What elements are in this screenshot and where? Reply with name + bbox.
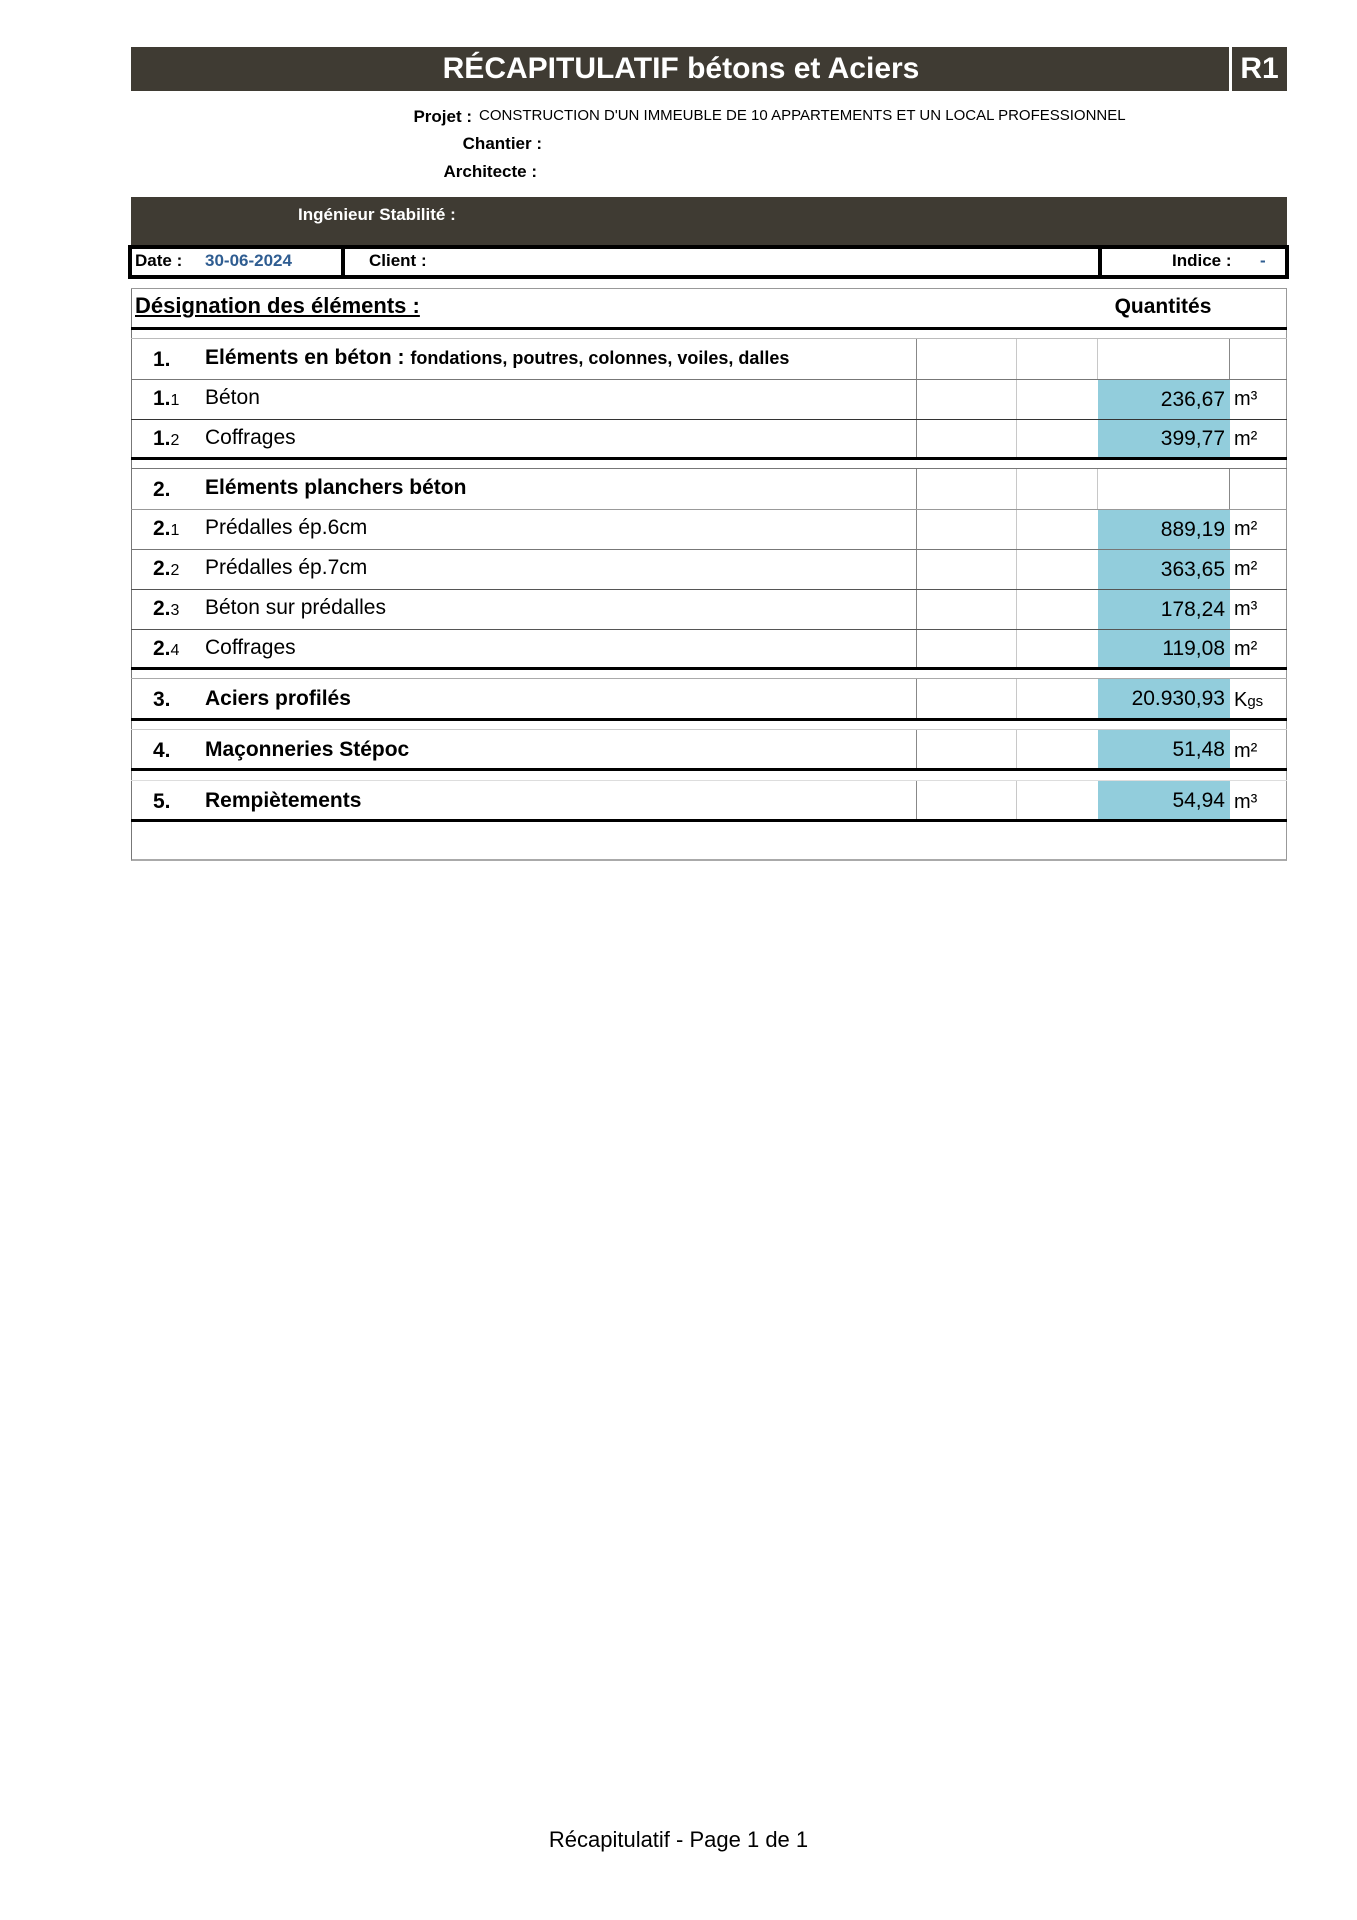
- revision-badge: R1: [1240, 52, 1279, 85]
- divider: [131, 327, 1287, 330]
- quantity-cell: 20.930,93: [1098, 679, 1230, 719]
- section-number: 2.: [153, 478, 171, 501]
- divider: [131, 338, 1287, 339]
- unit-label: m³: [1234, 598, 1258, 620]
- project-value: CONSTRUCTION D'UN IMMEUBLE DE 10 APPARTEMENTS ET UN LOCAL PROFESSIONNEL: [479, 107, 1126, 124]
- unit-label: m³: [1234, 791, 1258, 813]
- item-label: Coffrages: [205, 636, 296, 659]
- item-number: 2.1: [153, 517, 180, 540]
- quantity-header: Quantités: [1114, 295, 1212, 318]
- quantity-cell: 119,08: [1098, 630, 1230, 668]
- divider: [131, 667, 1287, 670]
- divider: [131, 819, 1287, 822]
- section-title: [205, 346, 789, 370]
- engineer-label: Ingénieur Stabilité :: [298, 205, 456, 224]
- unit-label: m²: [1234, 558, 1258, 580]
- unit-label: m²: [1234, 518, 1258, 540]
- unit-label: Kgs: [1234, 689, 1264, 711]
- unit-label: m³: [1234, 388, 1258, 410]
- column-line: [1097, 339, 1098, 379]
- project-label: Projet :: [413, 107, 472, 126]
- unit-label: m²: [1234, 638, 1258, 660]
- section-title-main: Eléments en béton :: [205, 346, 405, 369]
- index-label: Indice :: [1172, 251, 1232, 270]
- engineer-band: [131, 197, 1287, 246]
- item-number: 2.4: [153, 637, 180, 660]
- section-title: Maçonneries Stépoc: [205, 738, 410, 761]
- unit-label: m²: [1234, 428, 1258, 450]
- section-title: Eléments planchers béton: [205, 476, 467, 499]
- column-line: [916, 730, 917, 770]
- divider: [131, 718, 1287, 721]
- item-number: 1.2: [153, 427, 180, 450]
- title-bar: [131, 47, 1353, 91]
- column-line: [916, 781, 917, 821]
- column-line: [1097, 469, 1098, 509]
- column-line: [916, 469, 917, 669]
- page-footer: Récapitulatif - Page 1 de 1: [548, 1827, 809, 1852]
- section-number: 5.: [153, 790, 171, 813]
- column-line: [1016, 339, 1017, 458]
- item-number: 2.2: [153, 557, 180, 580]
- quantity-cell: 51,48: [1098, 730, 1230, 769]
- quantity-cell: 399,77: [1098, 420, 1230, 458]
- item-label: Béton: [205, 386, 260, 409]
- section-title: Aciers profilés: [205, 687, 351, 710]
- designation-header: Désignation des éléments :: [135, 293, 420, 318]
- site-label: Chantier :: [462, 134, 542, 153]
- item-label: Béton sur prédalles: [205, 596, 386, 619]
- column-line: [1016, 469, 1017, 669]
- column-line: [1016, 679, 1017, 720]
- index-divider: [1098, 249, 1102, 275]
- column-line: [1016, 781, 1017, 821]
- section-number: 3.: [153, 688, 171, 711]
- date-label: Date :: [135, 251, 183, 270]
- quantity-cell: 178,24: [1098, 590, 1230, 629]
- quantity-cell: 236,67: [1098, 380, 1230, 419]
- column-line: [1016, 730, 1017, 770]
- column-line: [916, 339, 917, 458]
- divider: [131, 288, 1287, 289]
- unit-label: m²: [1234, 740, 1258, 762]
- divider: [131, 457, 1287, 460]
- divider: [131, 468, 1287, 469]
- date-value: 30-06-2024: [205, 251, 292, 270]
- document-number: 24.: [1311, 52, 1353, 85]
- quantity-cell: 363,65: [1098, 550, 1230, 589]
- section-number: 4.: [153, 739, 171, 762]
- item-number: 2.3: [153, 597, 180, 620]
- date-divider: [341, 249, 345, 275]
- quantity-cell: 889,19: [1098, 510, 1230, 549]
- item-label: Prédalles ép.6cm: [205, 516, 368, 539]
- index-value: -: [1260, 251, 1266, 270]
- item-label: Prédalles ép.7cm: [205, 556, 368, 579]
- page-title: RÉCAPITULATIF bétons et Aciers: [442, 52, 920, 85]
- meta-row: [128, 245, 1289, 279]
- section-number: 1.: [153, 348, 171, 371]
- item-number: 1.1: [153, 387, 180, 410]
- item-label: Coffrages: [205, 426, 296, 449]
- quantity-cell: 54,94: [1098, 781, 1230, 820]
- client-label: Client :: [369, 251, 427, 270]
- section-subtitle: fondations, poutres, colonnes, voiles, dalles: [410, 348, 790, 368]
- column-line: [916, 679, 917, 720]
- architect-label: Architecte :: [443, 162, 537, 181]
- divider: [131, 768, 1287, 771]
- section-title: Rempiètements: [205, 789, 362, 812]
